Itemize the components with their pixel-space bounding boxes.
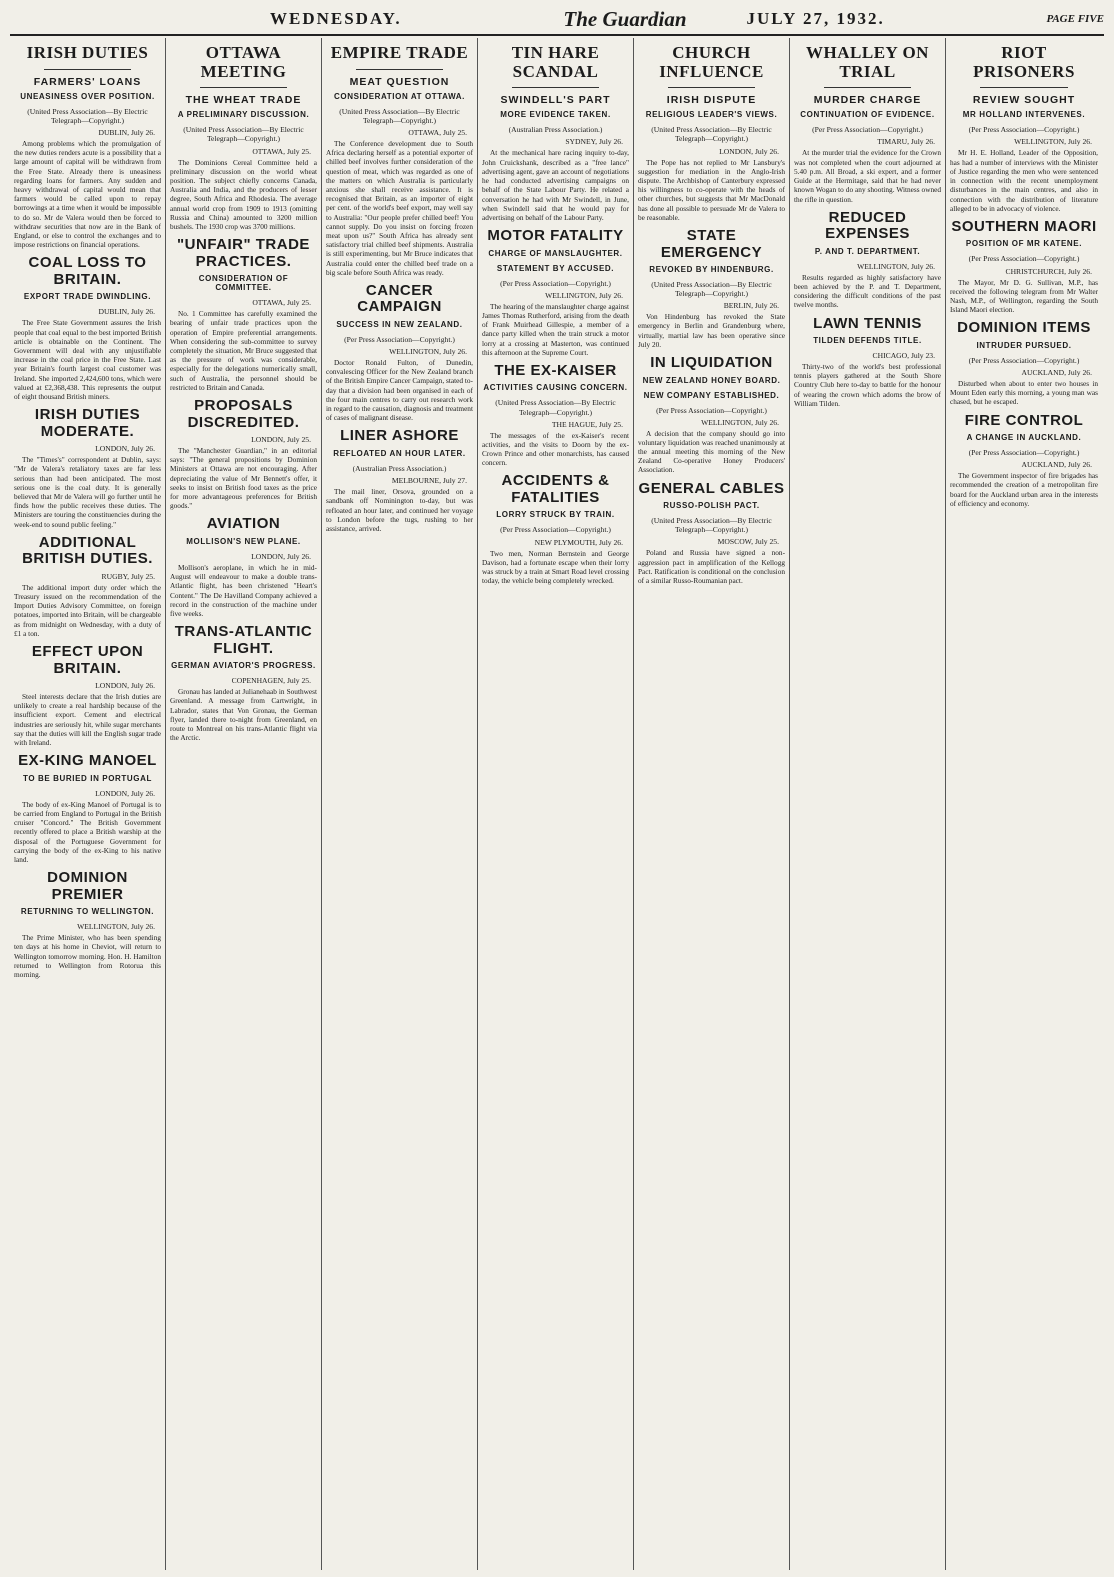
column-5 (634, 38, 790, 1570)
secondary-subheadline: MR HOLLAND INTERVENES. (962, 110, 1086, 120)
article-body: Gronau has landed at Julianehaab in Southwest Greenland. A message from Cartwright, in Labrador, states that Von Gronau, the German flyer, landed there to-night from Greenland, en route to Montreal on his trans-Atlantic flight via the Arctic. (170, 687, 317, 743)
headline: EMPIRE TRADE (330, 43, 469, 62)
subheadline: FARMERS' LOANS (33, 75, 142, 88)
dateline: LONDON, July 25. (251, 435, 311, 445)
headline: RIOT PRISONERS (973, 43, 1075, 81)
subheadline: MURDER CHARGE (813, 94, 922, 107)
dateline: BERLIN, July 26. (723, 301, 779, 311)
headline: REDUCED EXPENSES (825, 208, 910, 243)
subheadline: THE WHEAT TRADE (185, 94, 302, 107)
rule-divider (824, 87, 911, 88)
wire-credit: (United Press Association—By Electric Telegraph—Copyright.) (339, 106, 460, 125)
dateline: LONDON, July 26. (95, 444, 155, 454)
headline: TRANS-ATLANTIC FLIGHT. (174, 623, 313, 657)
article (170, 624, 317, 742)
masthead-paper-name: The Guardian (563, 6, 687, 31)
article-body: The Prime Minister, who has been spending ten days at his home in Cheviot, will return to Wellington tomorrow morning. Hon. H. Hamilton returned to Wellington from Rotorua this morning. (14, 933, 161, 979)
article-body: The messages of the ex-Kaiser's recent activities, and the visits to Doorn by the ex-Crown Prince and other monarchists, has caused concern. (482, 430, 629, 468)
headline: IRISH DUTIES MODERATE. (34, 406, 141, 440)
column-2 (166, 38, 322, 1570)
article (14, 753, 161, 864)
dateline: LONDON, July 26. (251, 551, 311, 561)
headline: MOTOR FATALITY (487, 227, 624, 245)
secondary-subheadline: REVOKED BY HINDENBURG. (649, 265, 774, 275)
headline: ACCIDENTS & FATALITIES (501, 472, 610, 506)
secondary-subheadline: TO BE BURIED IN PORTUGAL (23, 773, 152, 783)
headline: EX-KING MANOEL (18, 752, 157, 770)
dateline: WELLINGTON, July 26. (545, 290, 623, 300)
article (326, 428, 473, 533)
article-body: Von Hindenburg has revoked the State emergency in Berlin and Grandenburg where, virtually, martial law has been operative since July 20. (638, 312, 785, 349)
dateline: AUCKLAND, July 26. (1021, 367, 1092, 377)
dateline: AUCKLAND, July 26. (1021, 460, 1092, 470)
dateline: WELLINGTON, July 26. (77, 922, 155, 932)
wire-credit: (Per Press Association—Copyright.) (344, 334, 455, 344)
article (14, 407, 161, 529)
secondary-subheadline: EXPORT TRADE DWINDLING. (23, 292, 152, 302)
article-body: Steel interests declare that the Irish duties are unlikely to create a real hardship because of the insufficient export. Cement and electrical industries are seriously hit, while sugar merchants say that the duties will kill the English sugar trade with Ireland. (14, 692, 161, 748)
headline: WHALLEY ON TRIAL (806, 43, 929, 81)
article (14, 644, 161, 747)
wire-credit: (Per Press Association—Copyright.) (968, 125, 1080, 135)
article (482, 363, 629, 468)
dateline: WELLINGTON, July 26. (1014, 137, 1092, 147)
secondary-subheadline: ACTIVITIES CAUSING CONCERN. (483, 383, 628, 393)
article (170, 516, 317, 618)
headline: DOMINION PREMIER (47, 869, 128, 903)
headline: GENERAL CABLES (638, 479, 785, 497)
tertiary-subheadline: STATEMENT BY ACCUSED. (496, 263, 615, 273)
column-3 (322, 38, 478, 1570)
article-body: At the murder trial the evidence for the Crown was not completed when the court adjourned at 5.40 p.m. All Broad, a ski expert, and a former Guide at the Hermitage, said that he had never known Wogan to do any shooting. Witness owned the rifle in question. (794, 148, 941, 204)
rule-divider (668, 87, 755, 88)
wire-credit: (Per Press Association—Copyright.) (812, 125, 923, 135)
dateline: WELLINGTON, July 26. (857, 261, 935, 271)
headline: TIN HARE SCANDAL (511, 43, 600, 81)
dateline: RUGBY, July 25. (101, 571, 155, 581)
headline: LAWN TENNIS (813, 314, 922, 332)
article-body: Doctor Ronald Fulton, of Dunedin, convalescing Officer for the New Zealand branch of the British Empire Cancer Campaign, stated to-day that a division had been organised in each of the four main centres to carry out research work in regard to the causation, diagnosis and treatment of cases of malignant disease. (326, 358, 473, 423)
secondary-subheadline: SUCCESS IN NEW ZEALAND. (336, 319, 463, 329)
article-body: The "Manchester Guardian," in an editorial says: "The general propositions by Dominion Ministers at Ottawa are not encouraging. After depreciating the value of Mr Bennett's offer, it seeks to insist on British food taxes as the price for more advantageous preferences for British goods." (170, 446, 317, 511)
subheadline: REVIEW SOUGHT (972, 94, 1076, 107)
headline: DOMINION ITEMS (957, 319, 1091, 337)
article-body: The Free State Government assures the Irish people that coal equal to the best imported British article is obtainable on the Continent. The Government will deal with any unjustifiable increase in the coal price in the Free State. Last year Britain's fourth largest coal customer was Ireland. She imported 2,424,600 tons, which were valued at £2,368,438. This represents the output of eight thousand British miners. (14, 318, 161, 401)
wire-credit: (United Press Association—By Electric Telegraph—Copyright.) (651, 280, 772, 299)
subheadline: SWINDELL'S PART (500, 94, 611, 107)
dateline: DUBLIN, July 26. (98, 127, 155, 137)
dateline: TIMARU, July 26. (877, 137, 935, 147)
rule-divider (200, 87, 287, 88)
article-body: A decision that the company should go into voluntary liquidation was reached unanimously at the annual meeting this morning of the New Zealand Co-operative Honey Producers' Association. (638, 428, 785, 475)
secondary-subheadline: RELIGIOUS LEADER'S VIEWS. (645, 110, 778, 120)
wire-credit: (Per Press Association—Copyright.) (968, 254, 1080, 264)
headline: AVIATION (206, 515, 281, 533)
secondary-subheadline: MOLLISON'S NEW PLANE. (186, 536, 301, 546)
headline: "UNFAIR" TRADE PRACTICES. (177, 236, 310, 270)
dateline: WELLINGTON, July 26. (701, 417, 779, 427)
subheadline: MEAT QUESTION (349, 75, 450, 88)
wire-credit: (United Press Association—By Electric Telegraph—Copyright.) (651, 516, 772, 535)
dateline: OTTAWA, July 25. (252, 298, 311, 308)
column-1 (10, 38, 166, 1570)
article (794, 44, 941, 204)
dateline: COPENHAGEN, July 25. (231, 676, 311, 686)
article (950, 413, 1098, 508)
dateline: WELLINGTON, July 26. (389, 347, 467, 357)
dateline: CHRISTCHURCH, July 26. (1005, 266, 1092, 276)
wire-credit: (Australian Press Association.) (508, 125, 603, 135)
article (326, 283, 473, 423)
headline: ADDITIONAL BRITISH DUTIES. (22, 533, 153, 568)
dateline: SYDNEY, July 26. (565, 137, 623, 147)
dateline: LONDON, July 26. (719, 146, 779, 156)
headline: LINER ASHORE (340, 427, 459, 445)
subheadline: IRISH DISPUTE (666, 94, 757, 107)
wire-credit: (Per Press Association—Copyright.) (500, 525, 611, 535)
dateline: DUBLIN, July 26. (98, 307, 155, 317)
wire-credit: (Per Press Association—Copyright.) (968, 355, 1080, 365)
headline: PROPOSALS DISCREDITED. (187, 397, 300, 431)
wire-credit: (Per Press Association—Copyright.) (656, 405, 767, 415)
article (326, 44, 473, 277)
wire-credit: (Australian Press Association.) (352, 463, 447, 473)
dateline: OTTAWA, July 25. (408, 127, 467, 137)
secondary-subheadline: CONSIDERATION AT OTTAWA. (334, 91, 465, 101)
article-body: Poland and Russia have signed a non-aggression pact in amplification of the Kellogg Pact. Ratification is conditional on the conclusion of a similar Russo-Roumanian pact. (638, 548, 785, 585)
newspaper-columns (10, 38, 1104, 1570)
masthead-day: WEDNESDAY. (270, 9, 402, 28)
article-body: The hearing of the manslaughter charge against James Thomas Rutherford, arising from the death of Frank Muirhead Gillespie, a member of a dance party killed when the train struck a motor lorry at a crossing at Masterton, was continued this afternoon at the Supreme Court. (482, 301, 629, 357)
masthead-date: JULY 27, 1932. (746, 9, 885, 28)
article (950, 320, 1098, 406)
headline: THE EX-KAISER (494, 361, 617, 379)
wire-credit: (Per Press Association—Copyright.) (968, 448, 1080, 458)
rule-divider (44, 69, 131, 70)
secondary-subheadline: CHARGE OF MANSLAUGHTER. (488, 248, 623, 258)
article (170, 237, 317, 392)
article-body: Two men, Norman Bernstein and George Davison, had a fortunate escape when their lorry was struck by a train at Smart Road level crossing today, the vehicle being completely wrecked. (482, 548, 629, 586)
dateline: THE HAGUE, July 25. (551, 419, 623, 429)
headline: EFFECT UPON BRITAIN. (31, 643, 144, 677)
article-body: Results regarded as highly satisfactory have been achieved by the P. and T. Department, considering the difficult conditions of the past twelve months. (794, 272, 941, 310)
secondary-subheadline: RUSSO-POLISH PACT. (663, 501, 760, 511)
secondary-subheadline: CONTINUATION OF EVIDENCE. (800, 110, 935, 120)
dateline: NEW PLYMOUTH, July 26. (534, 537, 623, 547)
secondary-subheadline: TILDEN DEFENDS TITLE. (813, 336, 922, 346)
article (950, 219, 1098, 314)
column-7 (946, 38, 1102, 1570)
article (638, 481, 785, 586)
headline: SOUTHERN MAORI (951, 217, 1097, 235)
article-body: The "Times's" correspondent at Dublin, says: "Mr de Valera's retaliatory taxes are far less serious than had been anticipated. The most serious one is the coal duty. It is generally believed that Mr de Valera will go further until he finds how the public receives these duties. The Ministers are touring the constituencies during the week-end to sound public feeling." (14, 455, 161, 529)
article-body: Mollison's aeroplane, in which he in mid-August will endeavour to make a double trans-Atlantic flight, has been christened "Heart's Content." The De Havilland Company achieved a record in the construction of the machine under five weeks. (170, 562, 317, 618)
article (14, 255, 161, 401)
headline: OTTAWA MEETING (200, 43, 287, 81)
article (170, 398, 317, 510)
article-body: The Mayor, Mr D. G. Sullivan, M.P., has received the following telegram from Mr Walter Nash, M.P., of Wellington, regarding the South Island Maori election. (950, 277, 1098, 315)
rule-divider (512, 87, 599, 88)
article (950, 44, 1098, 213)
article (482, 473, 629, 585)
article-body: The Government inspector of fire brigades has recommended the creation of a metropolitan fire board for the Auckland urban area in the interests of efficiency and economy. (950, 471, 1098, 508)
article-body: Disturbed when about to enter two houses in Mount Eden early this morning, a young man was chased, but he escaped. (950, 378, 1098, 407)
secondary-subheadline: UNEASINESS OVER POSITION. (20, 91, 155, 101)
secondary-subheadline: REFLOATED AN HOUR LATER. (333, 448, 466, 458)
headline: IRISH DUTIES (26, 43, 149, 62)
wire-credit: (United Press Association—By Electric Telegraph—Copyright.) (651, 125, 772, 144)
article-body: Mr H. E. Holland, Leader of the Opposition, has had a number of interviews with the Minister of Justice regarding the men who were sentenced in connection with the recent unemployment disturbances in the main centres, and also in connection with the distribution of literature alleged to be in advocacy of violence. (950, 148, 1098, 213)
article (638, 228, 785, 349)
secondary-subheadline: RETURNING TO WELLINGTON. (20, 907, 155, 917)
wire-credit: (United Press Association—By Electric Telegraph—Copyright.) (495, 398, 616, 417)
article-body: The body of ex-King Manoel of Portugal is to be carried from England to Portugal in the British cruiser "Concord." The British Government recently offered to place a British warship at the disposal of the Portuguese Government for carrying the body of the ex-King to his native land. (14, 799, 161, 864)
secondary-subheadline: POSITION OF MR KATENE. (965, 239, 1083, 249)
article (170, 44, 317, 231)
article (638, 44, 785, 222)
tertiary-subheadline: NEW COMPANY ESTABLISHED. (643, 390, 780, 400)
secondary-subheadline: GERMAN AVIATOR'S PROGRESS. (171, 661, 316, 671)
headline: IN LIQUIDATION (650, 354, 773, 372)
rule-divider (980, 87, 1068, 88)
article (14, 535, 161, 638)
article (482, 228, 629, 357)
dateline: MELBOURNE, July 27. (391, 476, 467, 486)
wire-credit: (United Press Association—By Electric Telegraph—Copyright.) (183, 125, 304, 144)
wire-credit: (United Press Association—By Electric Telegraph—Copyright.) (27, 106, 148, 125)
headline: CHURCH INFLUENCE (659, 43, 764, 81)
article-body: Thirty-two of the world's best professional tennis players gathered at the South Shore Country Club here to-day to battle for the honour of wearing the crown which adorns the brow of William Tilden. (794, 362, 941, 408)
article-body: Among problems which the promulgation of the new duties renders acute is a possibility that a large amount of capital will be withdrawn from the Free State. Already there is uneasiness regarding loans for farmers. Any sudden and heavy withdrawal of capital would mean that farmers would be called upon to repay borrowings at a time when it would be impossible to do so. Mr de Valera would then be forced to withdraw securities that now are in the Bank of England, or else to control the exchanges and to impose restrictions on financial operations. (14, 138, 161, 250)
article-body: At the mechanical hare racing inquiry to-day, John Cruickshank, described as a "free lance" advertising agent, gave an account of negotiations he had conducted advertising campaigns on behalf of the State Labour Party. He related a conversation he had with Mr Swindell, in June, when Swindell said that he would pay for advertising on behalf of the Labour Party. (482, 148, 629, 222)
article (14, 44, 161, 249)
secondary-subheadline: CONSIDERATION OF COMMITTEE. (198, 274, 289, 293)
dateline: OTTAWA, July 25. (252, 146, 311, 156)
article-body: No. 1 Committee has carefully examined the bearing of unfair trade practices upon the operation of Empire preferential arrangements. When considering the sub-committee to survey completely the situation, Mr Bruce suggested that as the pressure of work was considerable, especially for the delegations numerically small, such of Australia, the personnel should be restricted to Britain and Canada. (170, 309, 317, 392)
article (14, 870, 161, 979)
dateline: CHICAGO, July 23. (872, 351, 935, 361)
masthead-page-number: PAGE FIVE (1046, 13, 1104, 25)
secondary-subheadline: A CHANGE IN AUCKLAND. (966, 433, 1082, 443)
article-body: The Conference development due to South Africa declaring herself as a potential exporter of chilled beef involves further consideration of the question of meat, which was regarded as one of the matters on which Australia is particularly anxious she shall receive assistance. It is recognised that Britain, as an importer of eight per cent. of the world's beef export, may well say to Australia: "Our people prefer chilled beef! You cannot supply. Do you insist on forcing frozen meat upon us?" South Africa has already sent satisfactory trial chilled beef shipments. Australia is still experimenting, but Mr Bruce indicates that Australia could enter the chilled beef trade on a big scale before South Africa was ready. (326, 138, 473, 277)
secondary-subheadline: P. AND T. DEPARTMENT. (814, 246, 921, 256)
column-4 (478, 38, 634, 1570)
article (794, 210, 941, 310)
headline: COAL LOSS TO BRITAIN. (28, 254, 147, 288)
article (794, 316, 941, 409)
dateline: LONDON, July 26. (95, 681, 155, 691)
headline: FIRE CONTROL (964, 411, 1084, 429)
wire-credit: (Per Press Association—Copyright.) (500, 278, 611, 288)
dateline: MOSCOW, July 25. (717, 537, 779, 547)
article (482, 44, 629, 222)
article-body: The mail liner, Orsova, grounded on a sandbank off Nominington to-day, but was refloated an hour later, and continued her voyage to London before the tugs, rushing to her assistance, arrived. (326, 487, 473, 533)
article-body: The Pope has not replied to Mr Lansbury's suggestion for mediation in the Anglo-Irish dispute. The Archbishop of Canterbury expressed his willingness to co-operate with the heads of other churches, but suggests that Mr MacDonald has done all possible to persuade Mr de Valera to be reasonable. (638, 157, 785, 222)
headline: STATE EMERGENCY (660, 227, 763, 261)
masthead (10, 4, 1104, 36)
column-6 (790, 38, 946, 1570)
article-body: The additional import duty order which the Treasury issued on the recommendation of the Import Duties Advisory Committee, on foreign potatoes, imported into Britain, will be chargeable as from midnight on Wednesday, with a duty of £1 a ton. (14, 582, 161, 638)
rule-divider (356, 69, 443, 70)
secondary-subheadline: LORRY STRUCK BY TRAIN. (496, 510, 615, 520)
headline: CANCER CAMPAIGN (357, 281, 442, 316)
article (638, 355, 785, 475)
dateline: LONDON, July 26. (95, 788, 155, 798)
secondary-subheadline: NEW ZEALAND HONEY BOARD. (642, 375, 781, 385)
article-body: The Dominions Cereal Committee held a preliminary discussion on the world wheat position. The subject chiefly concerns Canada, Australia and India, and the producers of lesser degree, South Africa and Rhodesia. The average annual world crop from 1909 to 1913 (omitting Russia and China) amounted to 3200 million bushels. The 1930 crop was 3700 millions. (170, 157, 317, 232)
secondary-subheadline: MORE EVIDENCE TAKEN. (500, 110, 611, 120)
secondary-subheadline: INTRUDER PURSUED. (976, 340, 1072, 350)
secondary-subheadline: A PRELIMINARY DISCUSSION. (177, 110, 310, 120)
